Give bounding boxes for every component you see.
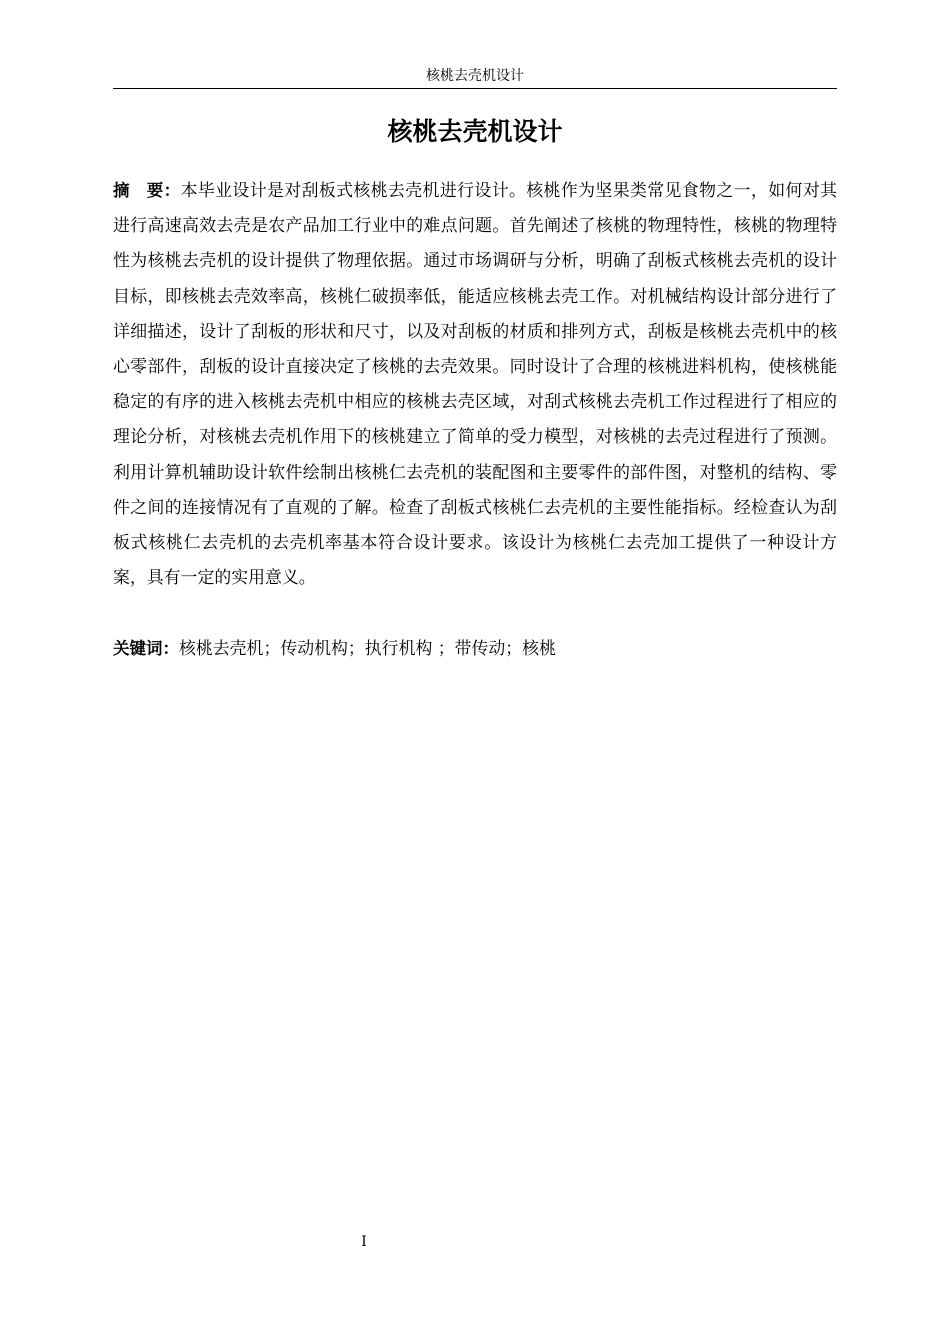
header-divider — [113, 88, 837, 89]
abstract-paragraph — [113, 173, 837, 595]
keywords-label: 关键词： — [113, 639, 179, 658]
running-header: 核桃去壳机设计 — [426, 68, 524, 84]
document-title: 核桃去壳机设计 — [387, 117, 563, 146]
keywords-text: 核桃去壳机；传动机构；执行机构 ；带传动；核桃 — [179, 638, 556, 658]
keywords-line — [113, 631, 837, 666]
page-number: I — [361, 1234, 367, 1250]
abstract-label: 摘 要： — [113, 181, 181, 200]
abstract-text: 本毕业设计是对刮板式核桃去壳机进行设计。核桃作为坚果类常见食物之一，如何对其进行高速高效去壳是农产品加工行业中的难点问题。首先阐述了核桃的物理特性，核桃的物理特性为核桃去壳机的设计提供了物理依据。通过市场调研与分析，明确了刮板式核桃去壳机的设计目标，即核桃去壳效率高，核桃仁破损率低，能适应核桃去壳工作。对机械结构设计部分进行了详细描述，设计了刮板的形状和尺寸，以及对刮板的材质和排列方式，刮板是核桃去壳机中的核心零部件，刮板的设计直接决定了核桃的去壳效果。同时设计了合理的核桃进料机构，使核桃能稳定的有序的进入核桃去壳机中相应的核桃去壳区域，对刮式核桃去壳机工作过程进行了相应的理论分析，对核桃去壳机作用下的核桃建立了简单的受力模型，对核桃的去壳过程进行了预测。利用计算机辅助设计软件绘制出核桃仁去壳机的装配图和主要零件的部件图，对整机的结构、零件之间的连接情况有了直观的了解。检查了刮板式核桃仁去壳机的主要性能指标。经检查认为刮板式核桃仁去壳机的去壳机率基本符合设计要求。该设计为核桃仁去壳加工提供了一种设计方案，具有一定的实用意义。 — [113, 180, 837, 588]
